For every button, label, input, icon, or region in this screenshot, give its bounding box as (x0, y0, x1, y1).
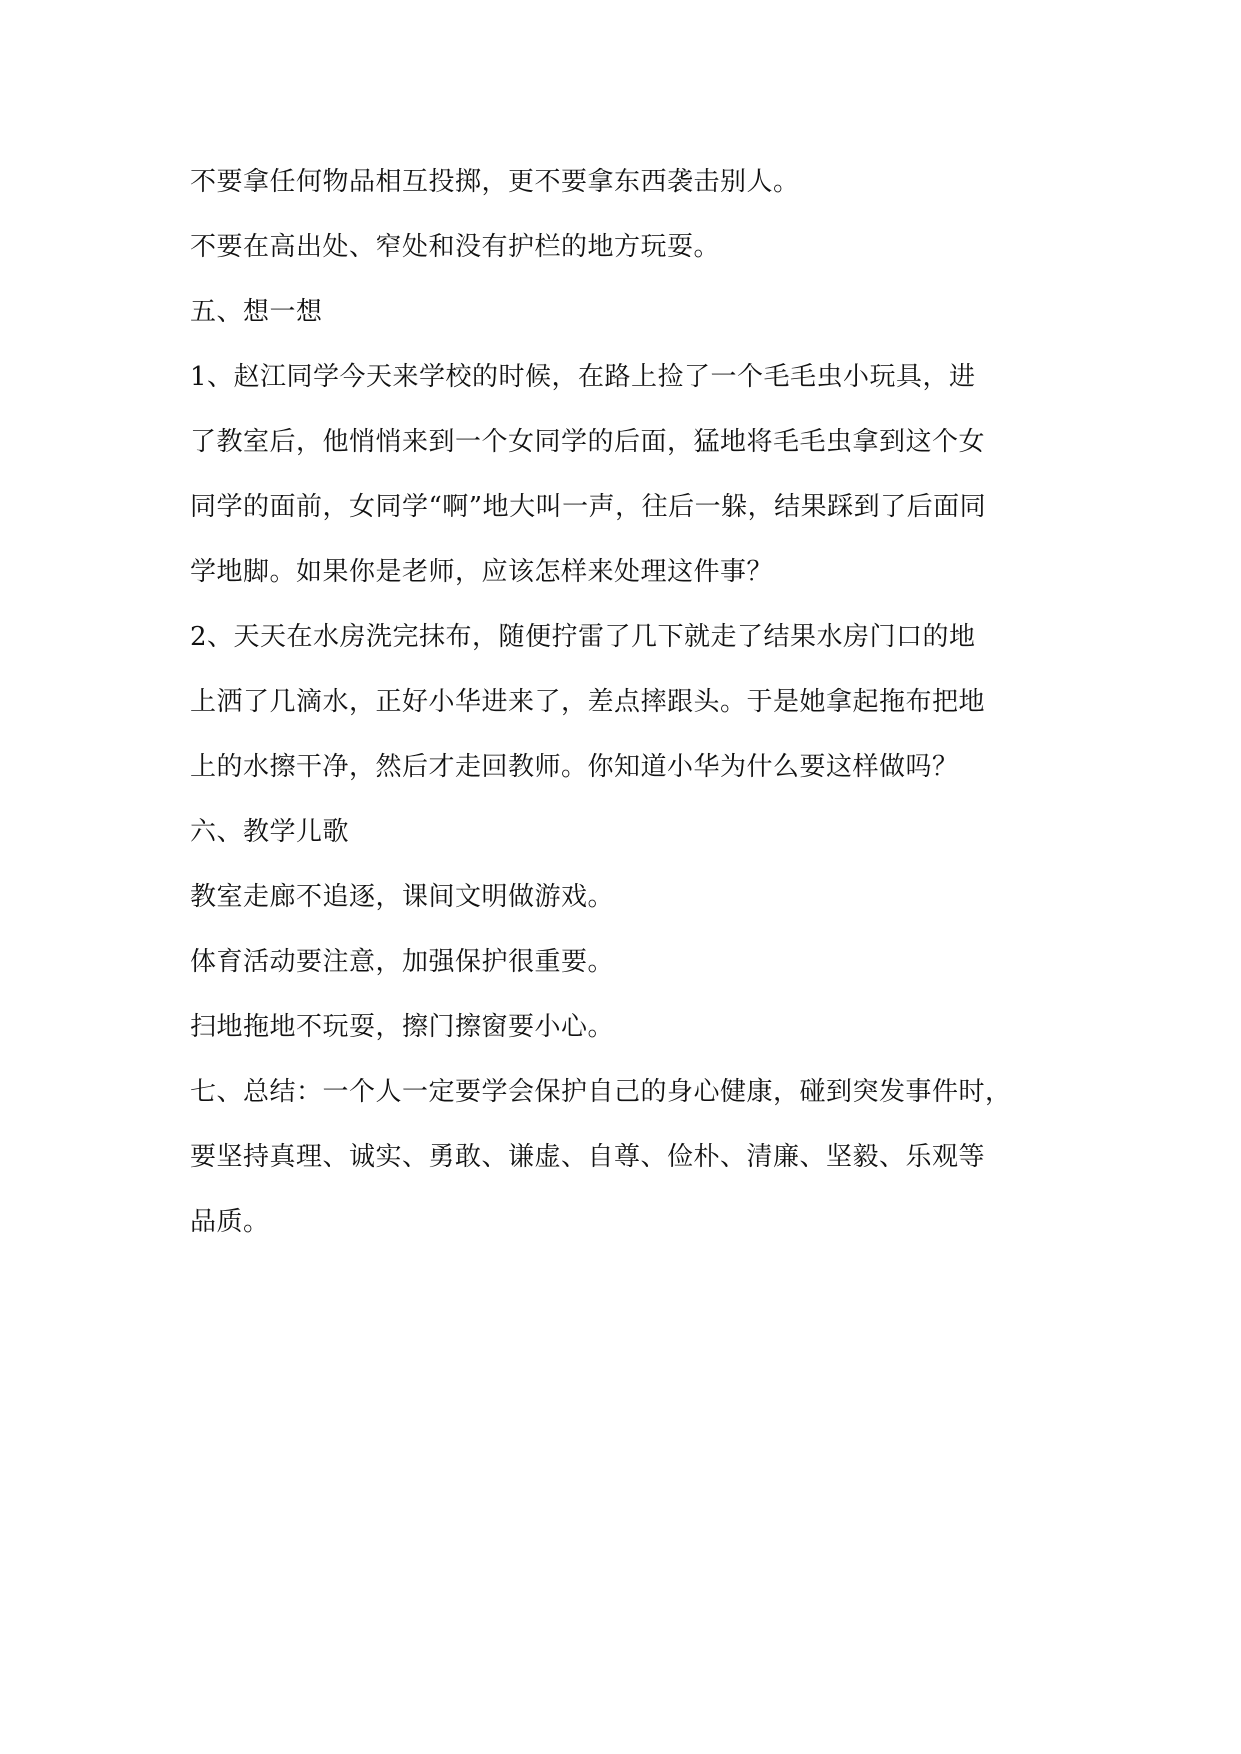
question-2-line-3: 上的水擦干净，然后才走回教师。你知道小华为什么要这样做吗？ (190, 752, 959, 782)
summary-line-3: 品质。 (190, 1207, 270, 1237)
rule-line-no-throwing: 不要拿任何物品相互投掷，更不要拿东西袭击别人。 (190, 167, 800, 197)
section-heading-think: 五、想一想 (190, 297, 323, 327)
song-line-1: 教室走廊不追逐，课间文明做游戏。 (190, 882, 615, 912)
summary-line-1: 七、总结：一个人一定要学会保护自己的身心健康，碰到突发事件时， (190, 1077, 1012, 1107)
question-1-line-4: 学地脚。如果你是老师，应该怎样来处理这件事？ (190, 557, 774, 587)
question-1-line-3: 同学的面前，女同学“啊”地大叫一声，往后一躲，结果踩到了后面同 (190, 492, 987, 522)
question-1-line-1: 1、赵江同学今天来学校的时候，在路上捡了一个毛毛虫小玩具，进 (190, 362, 976, 392)
song-line-3: 扫地拖地不玩耍，擦门擦窗要小心。 (190, 1012, 615, 1042)
question-2-line-1: 2、天天在水房洗完抹布，随便拧雷了几下就走了结果水房门口的地 (190, 622, 976, 652)
section-heading-song: 六、教学儿歌 (190, 817, 350, 847)
song-line-2: 体育活动要注意，加强保护很重要。 (190, 947, 615, 977)
question-1-line-2: 了教室后，他悄悄来到一个女同学的后面，猛地将毛毛虫拿到这个女 (190, 427, 986, 457)
summary-line-2: 要坚持真理、诚实、勇敢、谦虚、自尊、俭朴、清廉、坚毅、乐观等 (190, 1142, 986, 1172)
question-2-line-2: 上洒了几滴水，正好小华进来了，差点摔跟头。于是她拿起拖布把地 (190, 687, 986, 717)
document-body (190, 150, 1060, 1255)
rule-line-no-high-places: 不要在高出处、窄处和没有护栏的地方玩耍。 (190, 232, 721, 262)
